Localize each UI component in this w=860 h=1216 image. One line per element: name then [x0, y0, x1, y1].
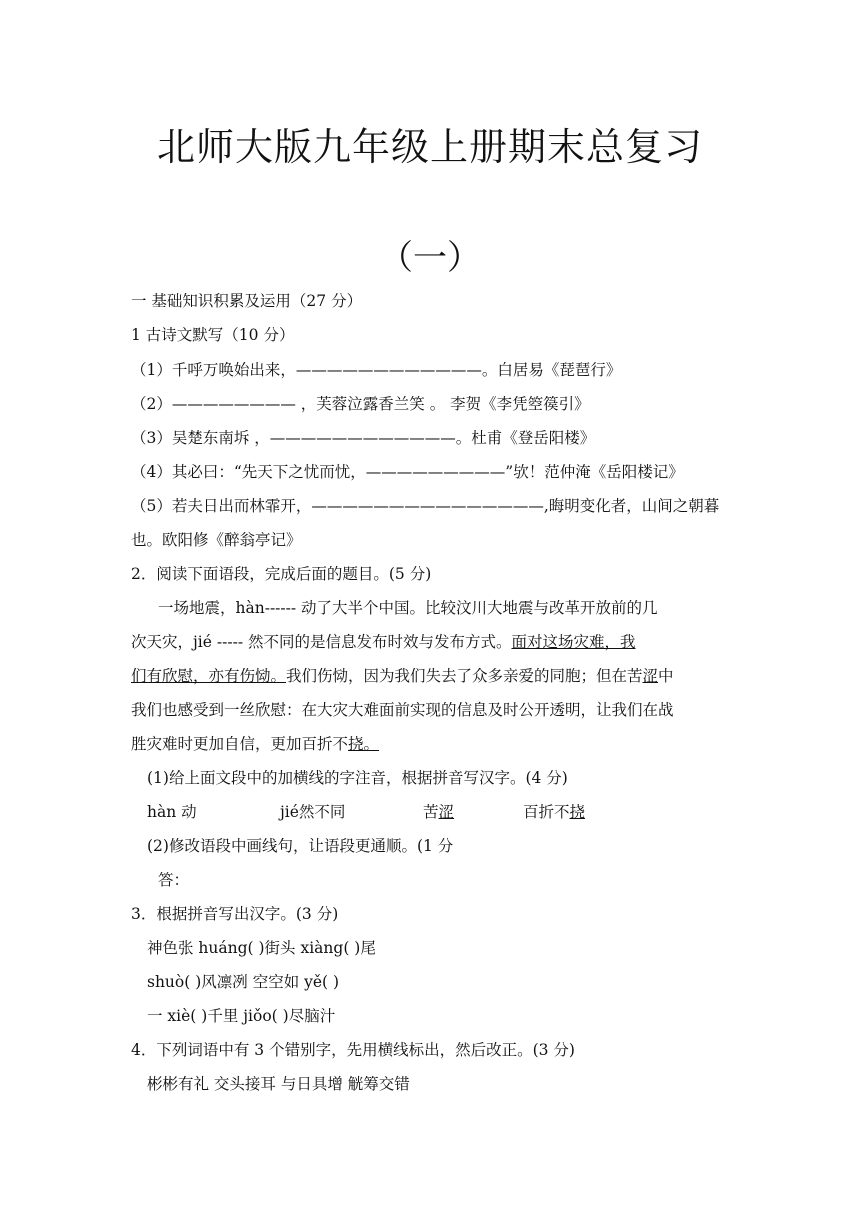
q1-item-3: （3）吴楚东南坼 ，————————————。杜甫《登岳阳楼》	[131, 429, 596, 447]
section-heading: 一 基础知识积累及运用（27 分）	[131, 292, 363, 310]
passage-text: 我们伤恸，因为我们失去了众多亲爱的同胞；但在苦	[286, 667, 643, 685]
q1-item-4: （4）其必曰：“先天下之忧而忧，—————————”欤！范仲淹《岳阳楼记》	[131, 463, 684, 481]
page-subtitle: （一）	[379, 238, 481, 278]
q1-item-2: （2）———————— ，芙蓉泣露香兰笑 。 李贺《李凭箜篌引》	[131, 395, 590, 413]
underlined-char-se: 涩	[642, 667, 659, 685]
question-2-heading: 2．阅读下面语段，完成后面的题目。(5 分)	[131, 565, 432, 583]
underlined-sentence-part-1: 面对这场灾难，我	[511, 633, 636, 651]
passage-text: 胜灾难时更加自信，更加百折不	[131, 735, 349, 753]
passage-text: 次天灾，jié ----- 然不同的是信息发布时效与发布方式。	[131, 633, 512, 651]
q3-line-3: 一 xiè( )千里 jiǒo( )尽脑汁	[147, 1007, 336, 1025]
q4-words: 彬彬有礼 交头接耳 与日具增 觥筹交错	[147, 1075, 410, 1093]
passage-line-2	[131, 632, 731, 652]
passage-line-3	[131, 666, 731, 686]
q1-item-5-cont: 也。欧阳修《醉翁亭记》	[131, 531, 302, 549]
item-han: hàn 动	[147, 803, 197, 821]
passage-line-4: 我们也感受到一丝欣慰：在大灾大难面前实现的信息及时公开透明，让我们在战	[131, 701, 674, 719]
passage-line-5	[131, 734, 731, 754]
item-jie: jié然不同	[280, 803, 346, 821]
item-baizhe: 百折不挠	[523, 803, 586, 821]
page-title: 北师大版九年级上册期末总复习	[156, 125, 703, 169]
item-kuse: 苦涩	[423, 803, 455, 821]
question-4-heading: 4．下列词语中有 3 个错别字，先用横线标出，然后改正。(3 分)	[131, 1041, 575, 1059]
q1-item-5: （5）若夫日出而林霏开，———————————————,晦明变化者，山间之朝暮	[131, 497, 720, 515]
q1-item-1: （1）千呼万唤始出来，————————————。白居易《琵琶行》	[131, 361, 622, 379]
question-1-heading: 1 古诗文默写（10 分）	[131, 326, 295, 344]
underlined-sentence-part-2: 们有欣慰，亦有伤恸。	[131, 667, 287, 685]
underlined-char-nao: 挠。	[348, 735, 380, 753]
q2-sub-1: (1)给上面文段中的加横线的字注音，根据拼音写汉字。(4 分)	[147, 769, 568, 787]
answer-label: 答：	[158, 871, 190, 889]
question-3-heading: 3．根据拼音写出汉字。(3 分)	[131, 905, 339, 923]
q2-sub-2: (2)修改语段中画线句，让语段更通顺。(1 分	[147, 837, 454, 855]
q3-line-1: 神色张 huáng( )街头 xiàng( )尾	[147, 939, 376, 957]
passage-line-1: 一场地震，hàn------ 动了大半个中国。比较汶川大地震与改革开放前的几	[158, 599, 658, 617]
q3-line-2: shuò( )风凛冽 空空如 yě( )	[147, 973, 340, 991]
passage-text: 中	[658, 667, 674, 685]
